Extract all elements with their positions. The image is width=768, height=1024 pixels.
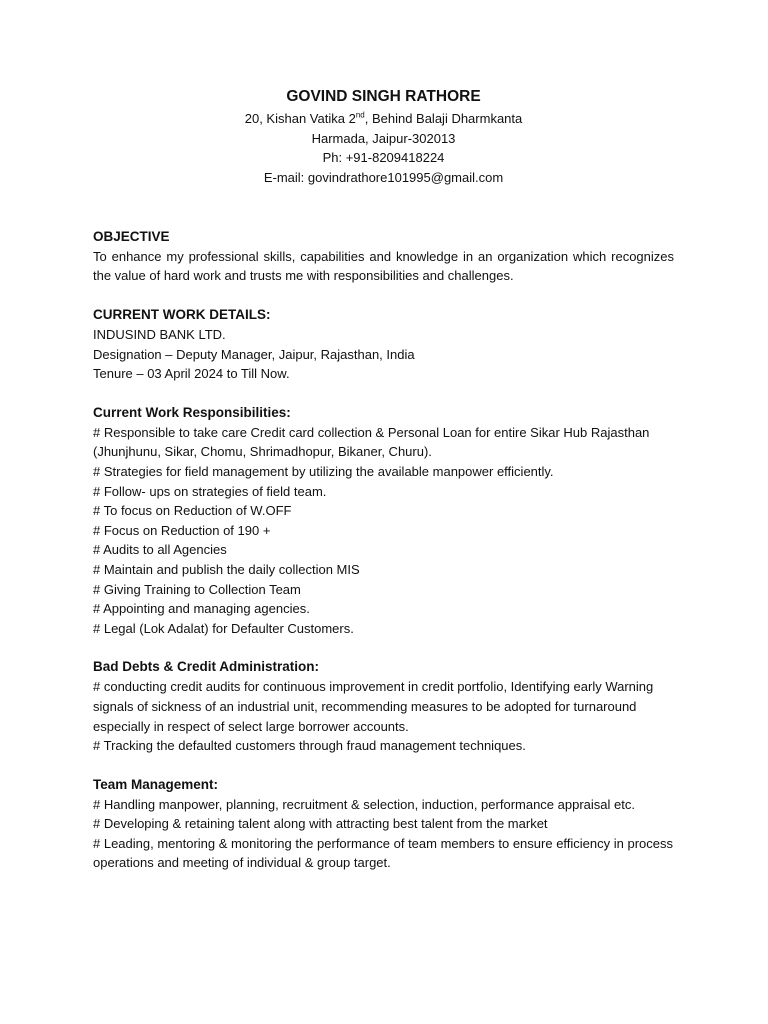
tenure-line: Tenure – 03 April 2024 to Till Now. [93, 366, 290, 382]
address-line-1 [93, 109, 674, 129]
responsibilities-heading: Current Work Responsibilities: [93, 404, 291, 420]
responsibility-item: # Legal (Lok Adalat) for Defaulter Customers. [93, 620, 354, 636]
address-part-1: 20, Kishan Vatika 2 [244, 111, 356, 126]
objective-text: To enhance my professional skills, capabilities and knowledge in an organization which recognizes the value of hard work and trusts me with responsibilities and challenges. [93, 248, 674, 284]
responsibility-item: # To focus on Reduction of W.OFF [93, 503, 292, 519]
responsibility-item: # Appointing and managing agencies. [93, 601, 310, 617]
address-superscript: nd [355, 110, 365, 120]
current-work-heading: CURRENT WORK DETAILS: [93, 307, 271, 322]
resume-header [93, 86, 674, 188]
bad-debts-item: # conducting credit audits for continuous improvement in credit portfolio, Identifying early Warning signals of sickness of an industrial unit, recommending measures to be adopted for turnaround especially in respect of select large borrower accounts. [93, 679, 654, 734]
address-part-2: , Behind Balaji Dharmkanta [364, 111, 523, 126]
responsibility-item: # Maintain and publish the daily collection MIS [93, 561, 360, 577]
team-management-item: # Developing & retaining talent along with attracting best talent from the market [93, 816, 548, 832]
objective-heading: OBJECTIVE [93, 228, 170, 244]
phone-line: Ph: +91-8209418224 [322, 150, 445, 166]
team-management-heading: Team Management: [93, 776, 219, 792]
responsibility-item: # Focus on Reduction of 190 + [93, 522, 271, 538]
responsibility-item: # Strategies for field management by utilizing the available manpower efficiently. [93, 463, 554, 479]
current-work-section [93, 305, 674, 384]
responsibility-item: # Audits to all Agencies [93, 542, 227, 558]
team-management-item: # Handling manpower, planning, recruitment & selection, induction, performance appraisal etc. [93, 796, 635, 812]
responsibility-item: # Follow- ups on strategies of field team. [93, 483, 327, 499]
candidate-name: GOVIND SINGH RATHORE [286, 88, 481, 105]
responsibilities-section [93, 403, 674, 639]
employer-name: INDUSIND BANK LTD. [93, 327, 226, 342]
bad-debts-section [93, 657, 674, 755]
bad-debts-item: # Tracking the defaulted customers through fraud management techniques. [93, 738, 526, 754]
resume-content [93, 86, 674, 873]
bad-debts-heading: Bad Debts & Credit Administration: [93, 659, 320, 675]
responsibility-item: # Giving Training to Collection Team [93, 581, 301, 597]
team-management-section [93, 775, 674, 873]
objective-section [93, 227, 674, 286]
team-management-item: # Leading, mentoring & monitoring the performance of team members to ensure efficiency in process operations and meeting of individual & group target. [93, 835, 674, 871]
responsibility-item: # Responsible to take care Credit card collection & Personal Loan for entire Sikar Hub Rajasthan (Jhunjhunu, Sikar, Chomu, Shrimadhopur, Bikaner, Churu). [93, 424, 650, 460]
email-line: E-mail: govindrathore101995@gmail.com [263, 170, 504, 186]
address-line-2: Harmada, Jaipur-302013 [311, 130, 456, 146]
designation-line: Designation – Deputy Manager, Jaipur, Rajasthan, India [93, 346, 415, 362]
